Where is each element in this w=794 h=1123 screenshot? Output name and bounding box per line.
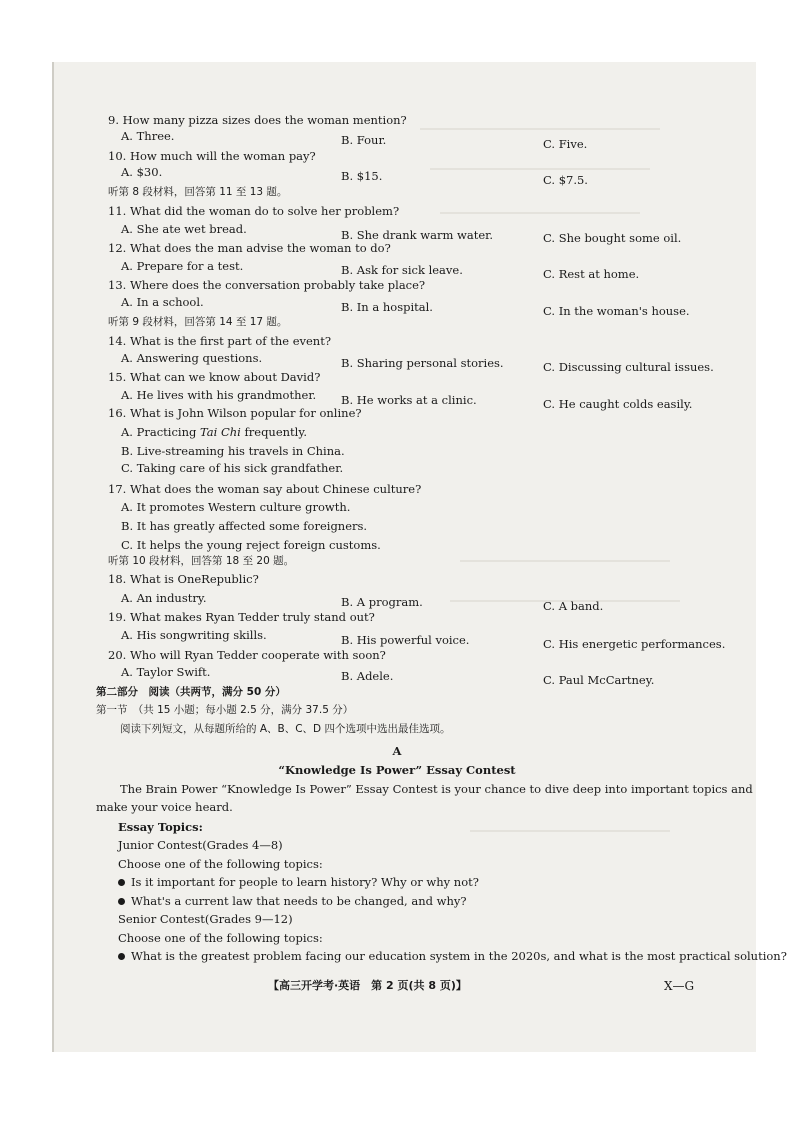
question-stem: 13. Where does the conversation probably take place?: [108, 278, 426, 292]
tai-chi-term: Tai Chi: [200, 425, 241, 439]
option-b: B. His powerful voice.: [341, 633, 470, 647]
option-b: B. He works at a clinic.: [341, 393, 477, 407]
option-c: C. He caught colds easily.: [543, 397, 693, 411]
option-b: B. Four.: [341, 133, 387, 147]
topic-bullet: [118, 896, 467, 908]
option-a: A. Taylor Swift.: [121, 665, 211, 679]
option-b: B. $15.: [341, 169, 383, 183]
section-header: 听第 9 段材料，回答第 14 至 17 题。: [108, 316, 288, 328]
option-b: B. Live-streaming his travels in China.: [121, 444, 345, 458]
option-a: A. In a school.: [121, 295, 204, 309]
passage-letter: A: [392, 744, 402, 758]
page-footer: 【高三开学考·英语 第 2 页(共 8 页)】: [268, 979, 467, 992]
option-c: C. Discussing cultural issues.: [543, 360, 714, 374]
senior-contest-label: Senior Contest(Grades 9—12): [118, 912, 293, 926]
part-heading: 第二部分 阅读（共两节，满分 50 分）: [96, 686, 286, 698]
passage-title: “Knowledge Is Power” Essay Contest: [278, 763, 516, 777]
bullet-icon: [118, 898, 125, 905]
option-c: C. Taking care of his sick grandfather.: [121, 461, 344, 475]
section-header: 听第 10 段材料，回答第 18 至 20 题。: [108, 555, 295, 567]
option-b: B. A program.: [341, 595, 423, 609]
junior-contest-label: Junior Contest(Grades 4—8): [118, 838, 283, 852]
question-stem: 10. How much will the woman pay?: [108, 149, 316, 163]
option-c: C. Paul McCartney.: [543, 673, 655, 687]
option-b: B. She drank warm water.: [341, 228, 494, 242]
option-a: A. Answering questions.: [121, 351, 263, 365]
option-c: C. She bought some oil.: [543, 231, 682, 245]
question-stem: 14. What is the first part of the event?: [108, 334, 331, 348]
choose-instruction: Choose one of the following topics:: [118, 931, 323, 945]
option-c: C. It helps the young reject foreign customs.: [121, 538, 381, 552]
paper-code: X—G: [664, 979, 695, 993]
question-stem: 20. Who will Ryan Tedder cooperate with soon?: [108, 648, 386, 662]
option-a: A. An industry.: [121, 591, 207, 605]
option-b: B. Ask for sick leave.: [341, 263, 463, 277]
option-b: B. In a hospital.: [341, 300, 433, 314]
reading-instruction: 阅读下列短文，从每题所给的 A、B、C、D 四个选项中选出最佳选项。: [120, 723, 451, 735]
bleed-through-mark: [470, 830, 670, 832]
topic-text: What is the greatest problem facing our education system in the 2020s, and what is the most practical solution?: [131, 949, 787, 963]
bleed-through-mark: [430, 168, 650, 170]
bleed-through-mark: [440, 212, 640, 214]
section-header: 听第 8 段材料，回答第 11 至 13 题。: [108, 186, 288, 198]
question-stem: 16. What is John Wilson popular for online?: [108, 406, 362, 420]
option-b: B. Sharing personal stories.: [341, 356, 504, 370]
option-a: A. Three.: [121, 129, 175, 143]
intro-paragraph-line: The Brain Power “Knowledge Is Power” Essay Contest is your chance to dive deep into important topics and: [120, 782, 753, 796]
question-stem: 15. What can we know about David?: [108, 370, 321, 384]
question-stem: 18. What is OneRepublic?: [108, 572, 259, 586]
topic-bullet: [118, 951, 787, 963]
bleed-through-mark: [420, 128, 660, 130]
intro-paragraph-line: make your voice heard.: [96, 800, 233, 814]
choose-instruction: Choose one of the following topics:: [118, 857, 323, 871]
option-c: C. Five.: [543, 137, 588, 151]
question-stem: 9. How many pizza sizes does the woman mention?: [108, 113, 407, 127]
topic-bullet: [118, 877, 479, 889]
question-stem: 11. What did the woman do to solve her problem?: [108, 204, 400, 218]
option-c: C. A band.: [543, 599, 604, 613]
topic-text: What's a current law that needs to be changed, and why?: [131, 894, 467, 908]
bullet-icon: [118, 953, 125, 960]
section-heading: 第一节 （共 15 小题；每小题 2.5 分，满分 37.5 分）: [96, 704, 354, 716]
option-a: A. She ate wet bread.: [121, 222, 247, 236]
option-a: [121, 427, 307, 439]
option-c: C. $7.5.: [543, 173, 588, 187]
option-c: C. His energetic performances.: [543, 637, 726, 651]
topics-heading: Essay Topics:: [118, 820, 203, 834]
question-stem: 19. What makes Ryan Tedder truly stand out?: [108, 610, 375, 624]
option-a-prefix: A. Practicing: [121, 425, 200, 439]
option-a: A. His songwriting skills.: [121, 628, 267, 642]
question-stem: 12. What does the man advise the woman to do?: [108, 241, 391, 255]
question-stem: 17. What does the woman say about Chinese culture?: [108, 482, 422, 496]
option-c: C. In the woman's house.: [543, 304, 690, 318]
option-a: A. $30.: [121, 165, 163, 179]
option-c: C. Rest at home.: [543, 267, 640, 281]
option-a: A. It promotes Western culture growth.: [121, 500, 351, 514]
option-a: A. He lives with his grandmother.: [121, 388, 317, 402]
option-b: B. It has greatly affected some foreigners.: [121, 519, 368, 533]
option-b: B. Adele.: [341, 669, 394, 683]
option-a-suffix: frequently.: [240, 425, 307, 439]
option-a: A. Prepare for a test.: [121, 259, 244, 273]
bullet-icon: [118, 879, 125, 886]
bleed-through-mark: [460, 560, 670, 562]
topic-text: Is it important for people to learn history? Why or why not?: [131, 875, 479, 889]
